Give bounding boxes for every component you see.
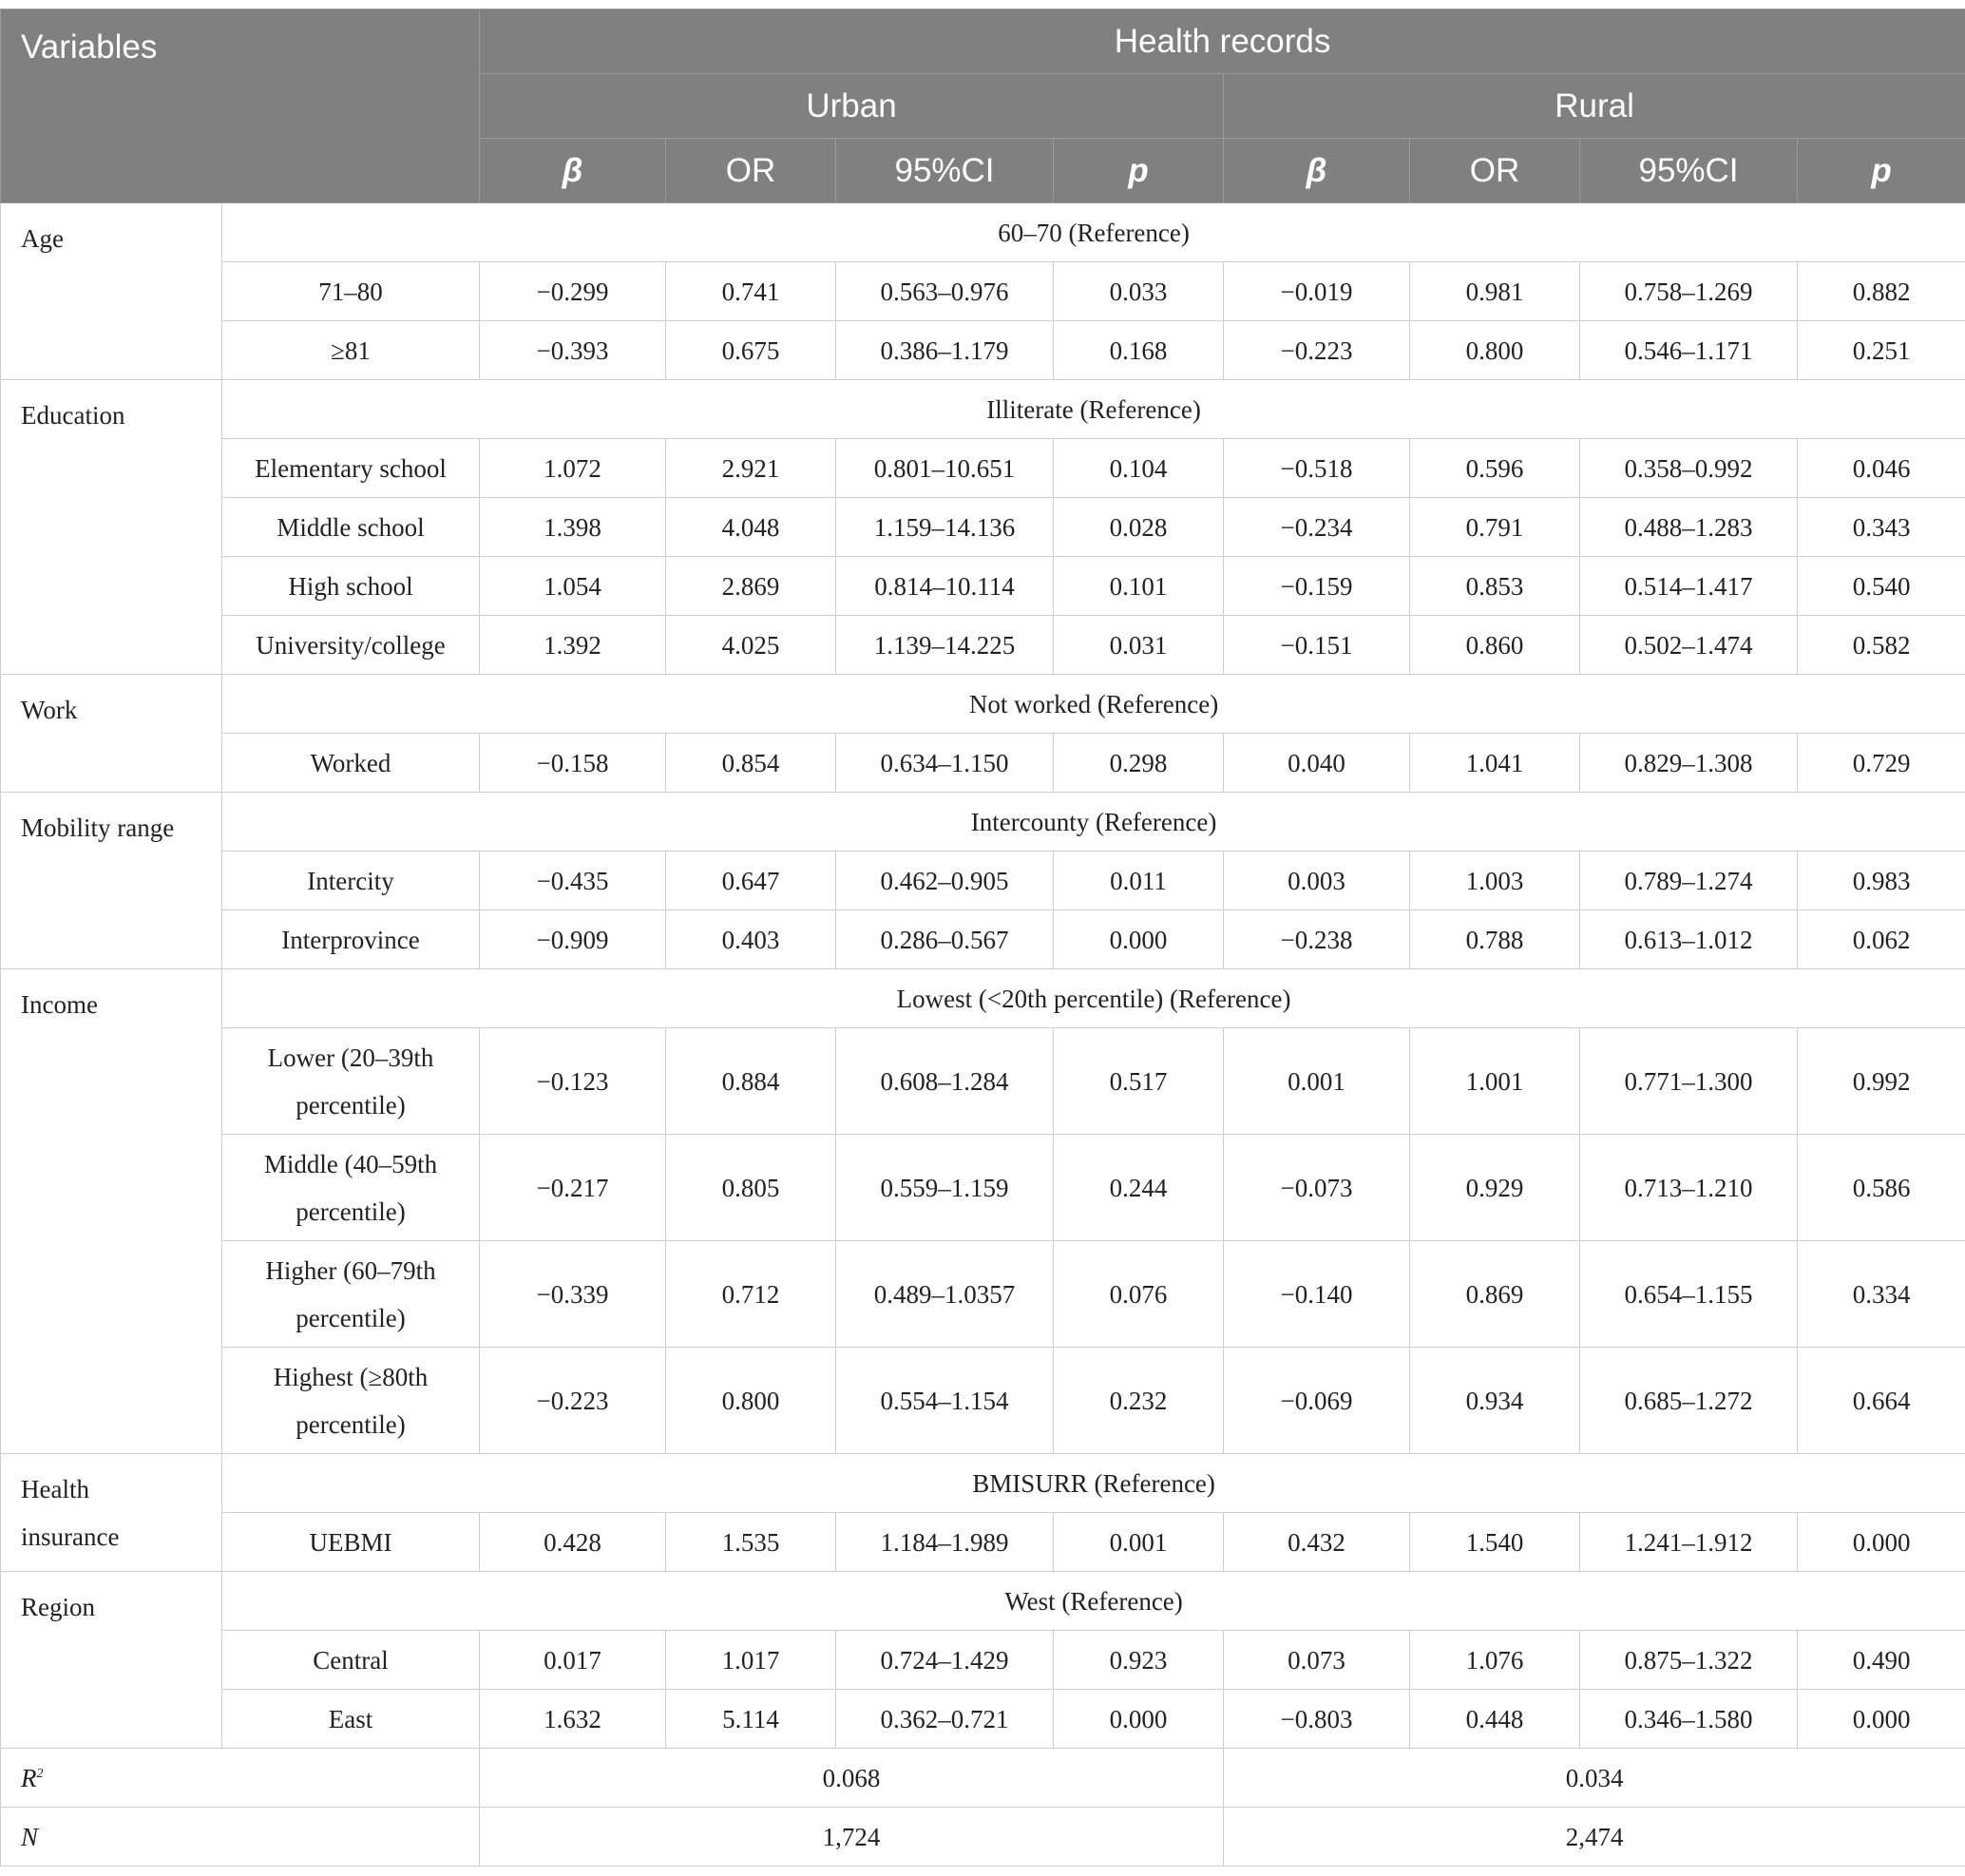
table-cell: 0.001 (1224, 1028, 1410, 1135)
summary-symbol: N (21, 1822, 39, 1851)
row-label: UEBMI (222, 1513, 480, 1572)
table-cell: 0.675 (666, 321, 836, 380)
reference-category: Not worked (Reference) (222, 675, 1965, 734)
reference-row (1, 380, 1965, 439)
table-cell: −0.339 (480, 1241, 666, 1348)
reference-row (1, 969, 1965, 1028)
group-label: Income (1, 969, 222, 1454)
table-cell: −0.393 (480, 321, 666, 380)
table-cell: −0.073 (1224, 1135, 1410, 1241)
regression-table (0, 9, 1965, 1866)
row-label: ≥81 (222, 321, 480, 380)
table-cell: 1.535 (666, 1513, 836, 1572)
column-header: OR (1410, 139, 1580, 203)
table-cell: 0.860 (1410, 616, 1580, 675)
summary-label (1, 1749, 480, 1808)
group-label: Health insurance (1, 1454, 222, 1572)
table-cell: 0.000 (1798, 1513, 1965, 1572)
table-cell: 0.358–0.992 (1580, 439, 1798, 498)
variables-header: Variables (1, 10, 480, 203)
table-cell: 0.884 (666, 1028, 836, 1135)
row-label: Worked (222, 734, 480, 793)
table-cell: 1.392 (480, 616, 666, 675)
table-cell: 0.003 (1224, 852, 1410, 910)
table-cell: 0.000 (1054, 910, 1224, 969)
table-cell: 1.632 (480, 1690, 666, 1749)
table-cell: −0.223 (480, 1348, 666, 1454)
table-row (1, 321, 1965, 380)
table-cell: 0.929 (1410, 1135, 1580, 1241)
table-cell: 0.244 (1054, 1135, 1224, 1241)
summary-label (1, 1808, 480, 1866)
table-cell: 0.251 (1798, 321, 1965, 380)
table-cell: 2.921 (666, 439, 836, 498)
row-label: University/college (222, 616, 480, 675)
table-cell: 0.814–10.114 (836, 557, 1054, 616)
table-cell: 0.853 (1410, 557, 1580, 616)
table-cell: 0.869 (1410, 1241, 1580, 1348)
reference-row (1, 1572, 1965, 1631)
table-row (1, 852, 1965, 910)
table-cell: 0.586 (1798, 1135, 1965, 1241)
table-cell: 0.664 (1798, 1348, 1965, 1454)
table-cell: 0.540 (1798, 557, 1965, 616)
table-cell: 1.540 (1410, 1513, 1580, 1572)
table-cell: 0.489–1.0357 (836, 1241, 1054, 1348)
reference-category: BMISURR (Reference) (222, 1454, 1965, 1513)
table-cell: 0.559–1.159 (836, 1135, 1054, 1241)
reference-row (1, 1454, 1965, 1513)
table-cell: 0.981 (1410, 262, 1580, 321)
table-cell: −0.803 (1224, 1690, 1410, 1749)
reference-category: Intercounty (Reference) (222, 793, 1965, 852)
table-cell: −0.151 (1224, 616, 1410, 675)
column-header: OR (666, 139, 836, 203)
summary-urban-value: 0.068 (480, 1749, 1224, 1808)
table-cell: 1.398 (480, 498, 666, 557)
table-cell: 0.386–1.179 (836, 321, 1054, 380)
table-cell: 1.054 (480, 557, 666, 616)
table-cell: 0.286–0.567 (836, 910, 1054, 969)
table-header (1, 10, 1965, 203)
table-row (1, 262, 1965, 321)
summary-row (1, 1808, 1965, 1866)
table-cell: 0.343 (1798, 498, 1965, 557)
table-cell: 0.462–0.905 (836, 852, 1054, 910)
table-cell: 1.184–1.989 (836, 1513, 1054, 1572)
row-label: Higher (60–79th percentile) (222, 1241, 480, 1348)
table-cell: −0.019 (1224, 262, 1410, 321)
table-cell: 0.517 (1054, 1028, 1224, 1135)
row-label: Lower (20–39th percentile) (222, 1028, 480, 1135)
table-cell: 0.724–1.429 (836, 1631, 1054, 1690)
table-cell: 0.362–0.721 (836, 1690, 1054, 1749)
table-cell: 0.582 (1798, 616, 1965, 675)
table-cell: 4.048 (666, 498, 836, 557)
summary-superscript: 2 (36, 1766, 44, 1781)
table-cell: −0.217 (480, 1135, 666, 1241)
table-cell: −0.518 (1224, 439, 1410, 498)
table-cell: 0.000 (1798, 1690, 1965, 1749)
table-cell: 0.040 (1224, 734, 1410, 793)
row-label: Intercity (222, 852, 480, 910)
table-cell: −0.140 (1224, 1241, 1410, 1348)
table-cell: 0.647 (666, 852, 836, 910)
column-header: 95%CI (836, 139, 1054, 203)
group-label: Region (1, 1572, 222, 1749)
table-cell: 0.800 (666, 1348, 836, 1454)
table-cell: 5.114 (666, 1690, 836, 1749)
column-header: β (480, 139, 666, 203)
table-cell: 1.001 (1410, 1028, 1580, 1135)
table-cell: −0.223 (1224, 321, 1410, 380)
table-cell: 0.882 (1798, 262, 1965, 321)
table-body (1, 203, 1965, 1866)
table-row (1, 1348, 1965, 1454)
table-cell: −0.238 (1224, 910, 1410, 969)
table-row (1, 1690, 1965, 1749)
reference-row (1, 675, 1965, 734)
table-cell: 0.771–1.300 (1580, 1028, 1798, 1135)
table-cell: 0.062 (1798, 910, 1965, 969)
table-cell: 0.788 (1410, 910, 1580, 969)
table-row (1, 1513, 1965, 1572)
table-cell: 0.854 (666, 734, 836, 793)
table-cell: −0.159 (1224, 557, 1410, 616)
table-cell: 0.934 (1410, 1348, 1580, 1454)
table-cell: 0.502–1.474 (1580, 616, 1798, 675)
table-cell: 0.634–1.150 (836, 734, 1054, 793)
reference-category: 60–70 (Reference) (222, 203, 1965, 262)
table-cell: 1.139–14.225 (836, 616, 1054, 675)
table-cell: 0.563–0.976 (836, 262, 1054, 321)
row-label: 71–80 (222, 262, 480, 321)
row-label: Middle school (222, 498, 480, 557)
summary-urban-value: 1,724 (480, 1808, 1224, 1866)
row-label: East (222, 1690, 480, 1749)
table-row (1, 910, 1965, 969)
table-cell: 0.101 (1054, 557, 1224, 616)
table-cell: 0.554–1.154 (836, 1348, 1054, 1454)
table-cell: 0.608–1.284 (836, 1028, 1054, 1135)
row-label: High school (222, 557, 480, 616)
table-cell: 1.003 (1410, 852, 1580, 910)
table-row (1, 734, 1965, 793)
row-label: Elementary school (222, 439, 480, 498)
table-cell: −0.909 (480, 910, 666, 969)
reference-category: Illiterate (Reference) (222, 380, 1965, 439)
table-row (1, 1028, 1965, 1135)
table-row (1, 1241, 1965, 1348)
table-cell: 0.875–1.322 (1580, 1631, 1798, 1690)
group-label: Mobility range (1, 793, 222, 969)
table-cell: 0.791 (1410, 498, 1580, 557)
table-cell: −0.123 (480, 1028, 666, 1135)
table-cell: 0.729 (1798, 734, 1965, 793)
table-cell: 1.041 (1410, 734, 1580, 793)
table-cell: 0.800 (1410, 321, 1580, 380)
row-label: Middle (40–59th percentile) (222, 1135, 480, 1241)
table-cell: 0.033 (1054, 262, 1224, 321)
table-cell: 0.546–1.171 (1580, 321, 1798, 380)
urban-header: Urban (480, 74, 1224, 139)
table-cell: 1.017 (666, 1631, 836, 1690)
table-row (1, 439, 1965, 498)
group-label: Education (1, 380, 222, 675)
table-cell: 0.448 (1410, 1690, 1580, 1749)
table-cell: 0.028 (1054, 498, 1224, 557)
table-cell: 0.829–1.308 (1580, 734, 1798, 793)
row-label: Highest (≥80th percentile) (222, 1348, 480, 1454)
group-label: Age (1, 203, 222, 380)
column-header: p (1054, 139, 1224, 203)
table-cell: 0.789–1.274 (1580, 852, 1798, 910)
table-cell: 0.758–1.269 (1580, 262, 1798, 321)
column-header: 95%CI (1580, 139, 1798, 203)
summary-symbol: R (21, 1763, 37, 1792)
row-label: Interprovince (222, 910, 480, 969)
table-row (1, 616, 1965, 675)
table-cell: 0.011 (1054, 852, 1224, 910)
table-cell: 0.001 (1054, 1513, 1224, 1572)
table-row (1, 498, 1965, 557)
table-cell: 0.232 (1054, 1348, 1224, 1454)
table-cell: 0.801–10.651 (836, 439, 1054, 498)
group-label: Work (1, 675, 222, 793)
table-cell: 1.072 (480, 439, 666, 498)
table-row (1, 1135, 1965, 1241)
table-cell: 0.613–1.012 (1580, 910, 1798, 969)
summary-rural-value: 0.034 (1224, 1749, 1965, 1808)
table-cell: 0.168 (1054, 321, 1224, 380)
table-cell: 1.076 (1410, 1631, 1580, 1690)
table-cell: 0.514–1.417 (1580, 557, 1798, 616)
table-cell: 0.596 (1410, 439, 1580, 498)
table-cell: 0.076 (1054, 1241, 1224, 1348)
table-cell: 0.685–1.272 (1580, 1348, 1798, 1454)
table-cell: −0.158 (480, 734, 666, 793)
table-cell: 2.869 (666, 557, 836, 616)
table-row (1, 557, 1965, 616)
table-cell: 0.403 (666, 910, 836, 969)
table-cell: 0.334 (1798, 1241, 1965, 1348)
table-cell: 0.712 (666, 1241, 836, 1348)
health-records-header: Health records (480, 10, 1965, 74)
table-cell: 0.490 (1798, 1631, 1965, 1690)
table-cell: 0.432 (1224, 1513, 1410, 1572)
table-cell: 0.073 (1224, 1631, 1410, 1690)
table-cell: 0.654–1.155 (1580, 1241, 1798, 1348)
rural-header: Rural (1224, 74, 1965, 139)
column-header: p (1798, 139, 1965, 203)
table-cell: −0.234 (1224, 498, 1410, 557)
table-cell: −0.299 (480, 262, 666, 321)
table-row (1, 1631, 1965, 1690)
table-cell: −0.435 (480, 852, 666, 910)
table-cell: 0.713–1.210 (1580, 1135, 1798, 1241)
reference-row (1, 793, 1965, 852)
table-cell: 0.741 (666, 262, 836, 321)
table-cell: 0.017 (480, 1631, 666, 1690)
row-label: Central (222, 1631, 480, 1690)
table-cell: 4.025 (666, 616, 836, 675)
table-cell: 0.031 (1054, 616, 1224, 675)
table-cell: −0.069 (1224, 1348, 1410, 1454)
table-cell: 0.104 (1054, 439, 1224, 498)
table-cell: 0.923 (1054, 1631, 1224, 1690)
table-cell: 0.000 (1054, 1690, 1224, 1749)
table-cell: 0.805 (666, 1135, 836, 1241)
table-cell: 0.992 (1798, 1028, 1965, 1135)
table-cell: 0.046 (1798, 439, 1965, 498)
summary-row (1, 1749, 1965, 1808)
table-cell: 0.428 (480, 1513, 666, 1572)
table-cell: 0.983 (1798, 852, 1965, 910)
reference-row (1, 203, 1965, 262)
summary-rural-value: 2,474 (1224, 1808, 1965, 1866)
table-cell: 1.241–1.912 (1580, 1513, 1798, 1572)
table-cell: 0.298 (1054, 734, 1224, 793)
column-header: β (1224, 139, 1410, 203)
table-cell: 1.159–14.136 (836, 498, 1054, 557)
reference-category: Lowest (<20th percentile) (Reference) (222, 969, 1965, 1028)
reference-category: West (Reference) (222, 1572, 1965, 1631)
table-cell: 0.346–1.580 (1580, 1690, 1798, 1749)
table-cell: 0.488–1.283 (1580, 498, 1798, 557)
